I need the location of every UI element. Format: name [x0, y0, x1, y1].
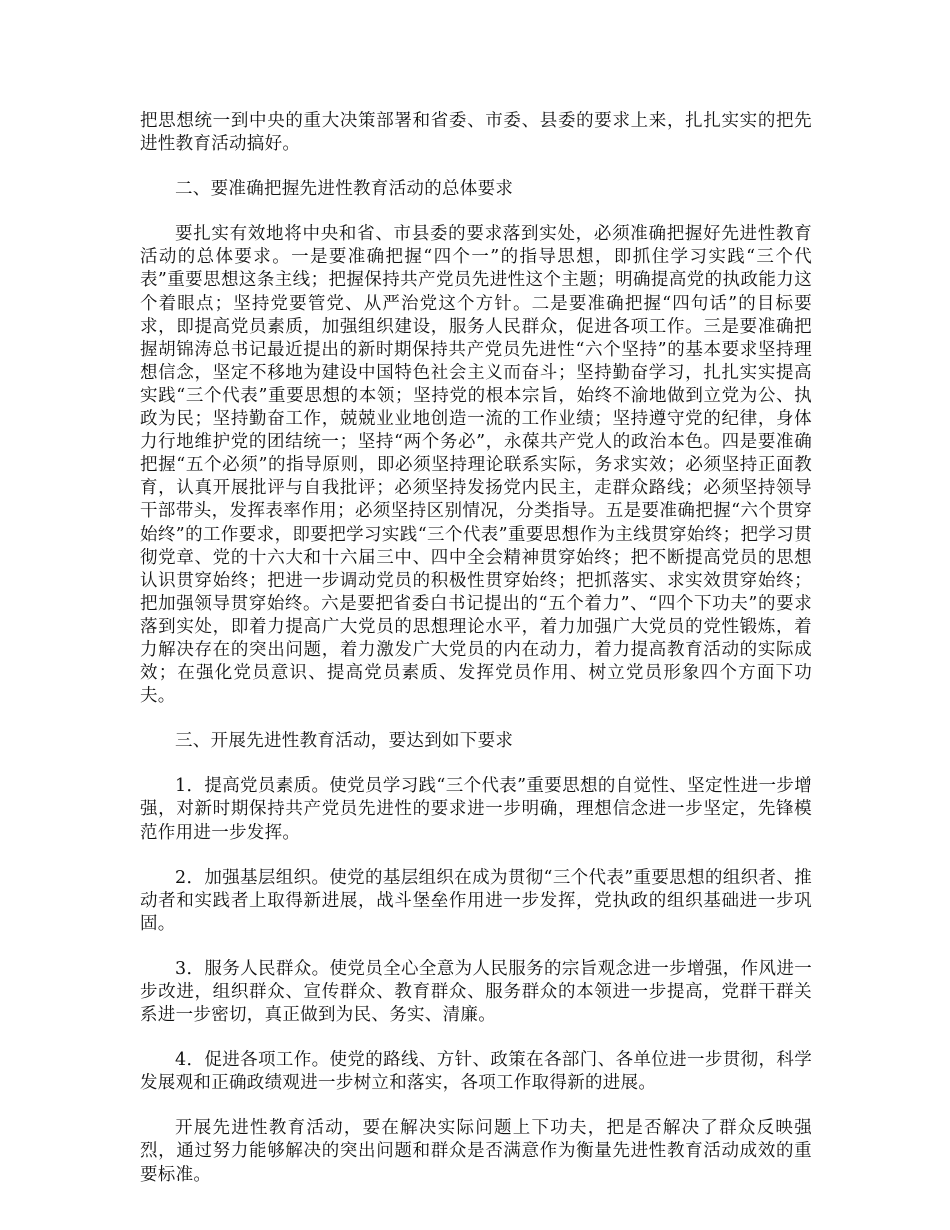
list-item-serve-people: 3．服务人民群众。使党员全心全意为人民服务的宗旨观念进一步增强，作风进一步改进，组织群众、宣传群众、教育群众、服务群众的本领进一步提高，党群干群关系进一步密切，真正做到为民、务实、清廉。 — [140, 958, 812, 1026]
paragraph-continuation: 把思想统一到中央的重大决策部署和省委、市委、县委的要求上来，扎扎实实的把先进性教育活动搞好。 — [140, 111, 812, 155]
paragraph-overall-requirements: 要扎实有效地将中央和省、市县委的要求落到实处，必须准确把握好先进性教育活动的总体要求。一是要准确把握“四个一”的指导思想，即抓住学习实践“三个代表”重要思想这条主线；把握保持共产党员先进性这个主题；明确提高党的执政能力这个着眼点；坚持党要管党、从严治党这个方针。二是要准确把握“四句话”的目标要求，即提高党员素质，加强组织建设，服务人民群众，促进各项工作。三是要准确把握胡锦涛总书记最近提出的新时期保持共产党员先进性“六个坚持”的基本要求坚持理想信念，坚定不移地为建设中国特色社会主义而奋斗；坚持勤奋学习，扎扎实实提高实践“三个代表”重要思想的本领；坚持党的根本宗旨，始终不渝地做到立党为公、执政为民；坚持勤奋工作，兢兢业业地创造一流的工作业绩；坚持遵守党的纪律，身体力行地维护党的团结统一；坚持“两个务必”，永葆共产党人的政治本色。四是要准确把握“五个必须”的指导原则，即必须坚持理论联系实际，务求实效；必须坚持正面教育，认真开展批评与自我批评；必须坚持发扬党内民主，走群众路线；必须坚持领导干部带头，发挥表率作用；必须坚持区别情况，分类指导。五是要准确把握“六个贯穿始终”的工作要求，即要把学习实践“三个代表”重要思想作为主线贯穿始终；把学习贯彻党章、党的十六大和十六届三中、四中全会精神贯穿始终；把不断提高党员的思想认识贯穿始终；把进一步调动党员的积极性贯穿始终；把抓落实、求实效贯穿始终；把加强领导贯穿始终。六是要把省委白书记提出的“五个着力”、“四个下功夫”的要求落到实处，即着力提高广大党员的思想理论水平，着力加强广大党员的党性锻炼，着力解决存在的突出问题，着力激发广大党员的内在动力，着力提高教育活动的实际成效；在强化党员意识、提高党员素质、发挥党员作用、树立党员形象四个方面下功夫。 — [140, 224, 812, 707]
list-item-strengthen-organization: 2．加强基层组织。使党的基层组织在成为贯彻“三个代表”重要思想的组织者、推动者和实践者上取得新进展，战斗堡垒作用进一步发挥，党执政的组织基础进一步巩固。 — [140, 867, 812, 934]
list-item-improve-quality: 1．提高党员素质。使党员学习践“三个代表”重要思想的自觉性、坚定性进一步增强，对新时期保持共产党员先进性的要求进一步明确，理想信念进一步坚定，先锋模范作用进一步发挥。 — [140, 776, 812, 843]
section-heading-2: 二、要准确把握先进性教育活动的总体要求 — [175, 179, 514, 200]
section-heading-3: 三、开展先进性教育活动，要达到如下要求 — [175, 731, 514, 752]
document-body — [140, 110, 812, 1209]
paragraph-conclusion: 开展先进性教育活动，要在解决实际问题上下功夫，把是否解决了群众反映强烈，通过努力能够解决的突出问题和群众是否满意作为衡量先进性教育活动成效的重要标准。 — [140, 1118, 812, 1185]
list-item-promote-work: 4．促进各项工作。使党的路线、方针、政策在各部门、各单位进一步贯彻，科学发展观和正确政绩观进一步树立和落实，各项工作取得新的进展。 — [140, 1050, 812, 1094]
